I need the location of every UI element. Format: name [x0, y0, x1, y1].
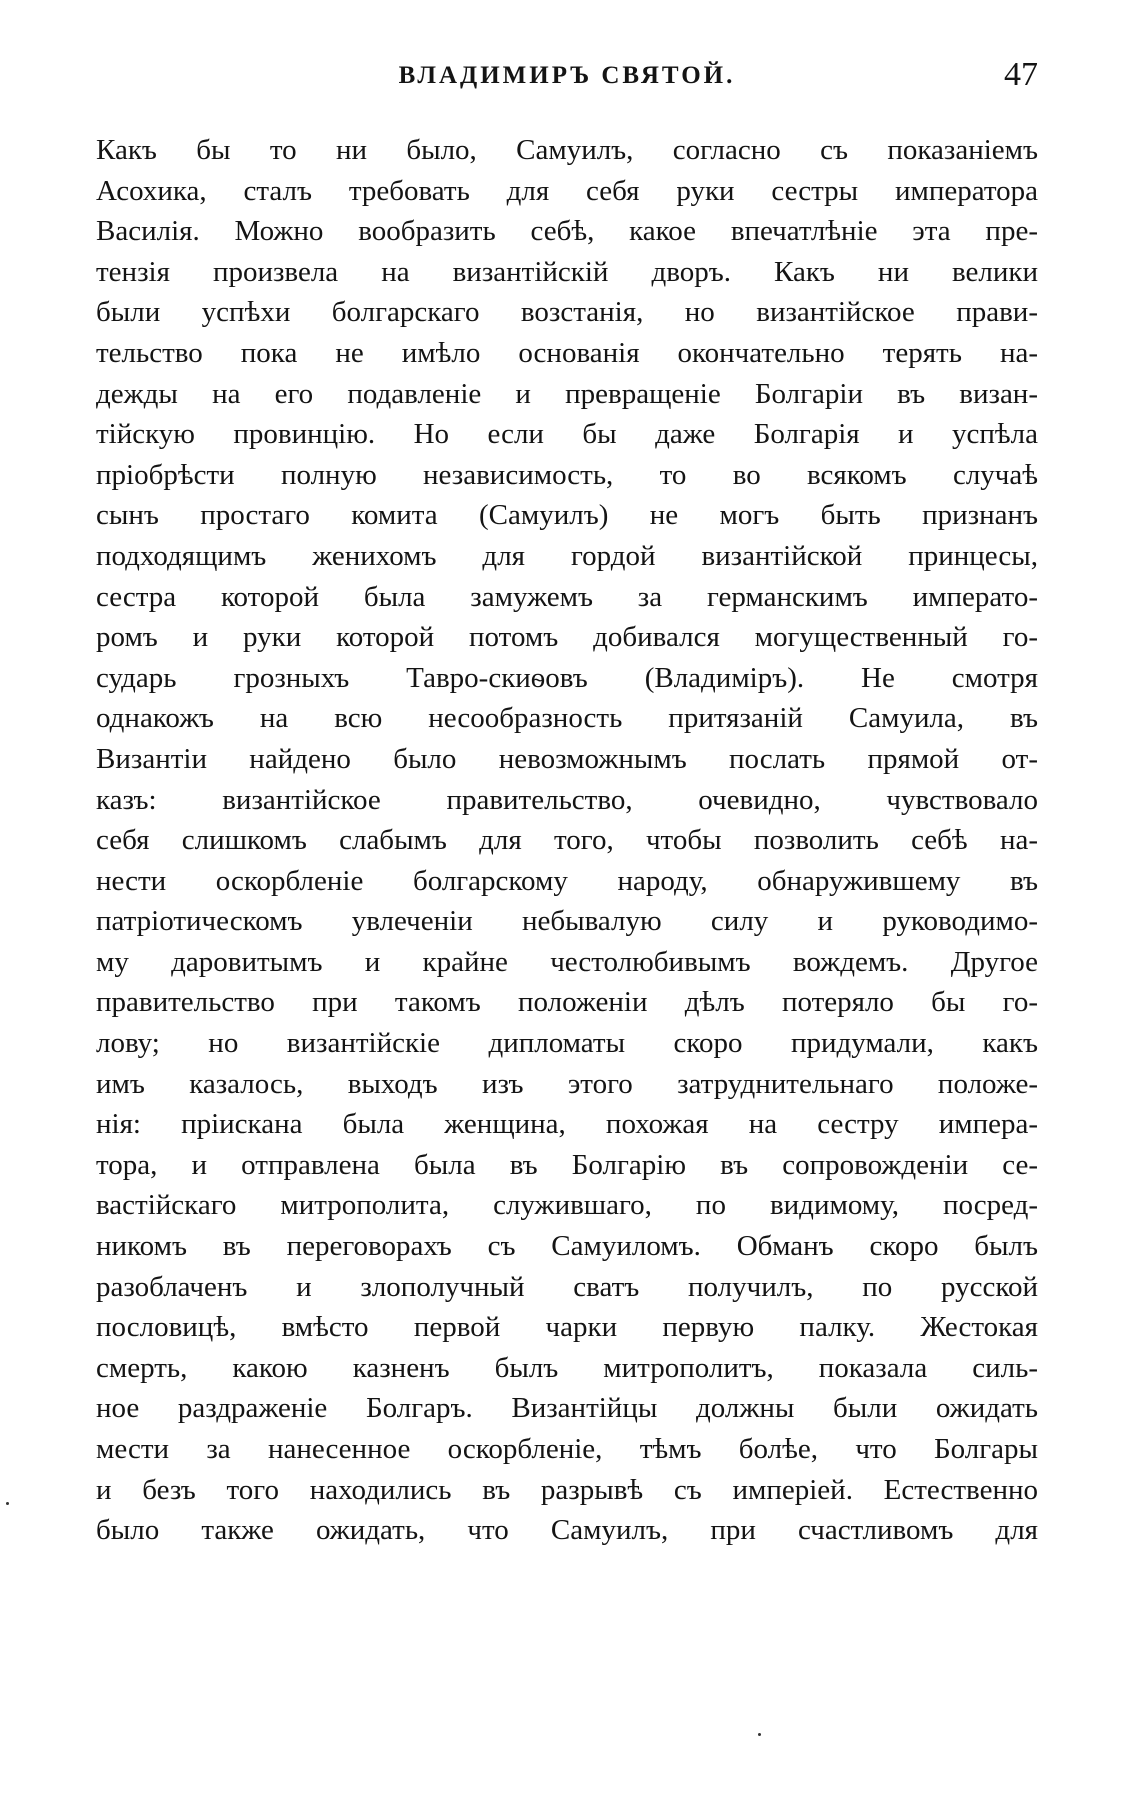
text-line: сынъ простаго комита (Самуилъ) не могъ быть признанъ [96, 499, 1038, 532]
scan-speck [6, 1502, 9, 1505]
text-line: ромъ и руки которой потомъ добивался могущественный го- [96, 621, 1038, 654]
text-line: однакожъ на всю несообразность притязаній Самуила, въ [96, 702, 1038, 735]
text-line: пословицѣ, вмѣсто первой чарки первую палку. Жестокая [96, 1311, 1038, 1344]
text-line: разоблаченъ и злополучный сватъ получилъ, по русской [96, 1270, 1038, 1303]
text-line: тійскую провинцію. Но если бы даже Болгарія и успѣла [96, 418, 1038, 451]
text-line: имъ казалось, выходъ изъ этого затруднительнаго положе- [96, 1067, 1038, 1100]
text-line: лову; но византійскіе дипломаты скоро придумали, какъ [96, 1027, 1038, 1060]
running-title: ВЛАДИМИРЪ СВЯТОЙ. [398, 62, 736, 89]
text-line: были успѣхи болгарскаго возстанія, но византійское прави- [96, 296, 1038, 329]
text-line: тензія произвела на византійскій дворъ. Какъ ни велики [96, 255, 1038, 288]
text-line: казъ: византійское правительство, очевидно, чувствовало [96, 783, 1038, 816]
scan-speck [758, 1733, 761, 1736]
text-line: нія: пріискана была женщина, похожая на сестру импера- [96, 1108, 1038, 1141]
text-line: и безъ того находились въ разрывѣ съ имперіей. Естественно [96, 1473, 1038, 1506]
text-line: себя слишкомъ слабымъ для того, чтобы позволить себѣ на- [96, 824, 1038, 857]
text-line: Василія. Можно вообразить себѣ, какое впечатлѣніе эта пре- [96, 215, 1038, 248]
text-line: сестра которой была замужемъ за германскимъ императо- [96, 580, 1038, 613]
text-line: подходящимъ женихомъ для гордой византійской принцесы, [96, 539, 1038, 572]
text-line: Какъ бы то ни было, Самуилъ, согласно съ показаніемъ [96, 134, 1038, 166]
text-line: тельство пока не имѣло основанія окончательно терять на- [96, 336, 1038, 369]
text-line: никомъ въ переговорахъ съ Самуиломъ. Обманъ скоро былъ [96, 1230, 1038, 1263]
text-line: мести за нанесенное оскорбленіе, тѣмъ болѣе, что Болгары [96, 1433, 1038, 1465]
text-line: нести оскорбленіе болгарскому народу, обнаружившему въ [96, 864, 1038, 897]
text-line: патріотическомъ увлеченіи небывалую силу и руководимо- [96, 905, 1038, 938]
text-line: тора, и отправлена была въ Болгарію въ сопровожденіи се- [96, 1148, 1038, 1181]
page-number: 47 [1004, 56, 1038, 93]
text-line: дежды на его подавленіе и превращеніе Болгаріи въ визан- [96, 377, 1038, 410]
running-head [96, 56, 1038, 102]
text-line: Асохика, сталъ требовать для себя руки сестры императора [96, 174, 1038, 207]
body-text [96, 130, 1038, 1551]
text-line: правительство при такомъ положеніи дѣлъ потеряло бы го- [96, 986, 1038, 1019]
text-line: Византіи найдено было невозможнымъ послать прямой от- [96, 742, 1038, 775]
text-line: му даровитымъ и крайне честолюбивымъ вождемъ. Другое [96, 945, 1038, 978]
text-line: ное раздраженіе Болгаръ. Византійцы должны были ожидать [96, 1392, 1038, 1425]
text-line: пріобрѣсти полную независимость, то во всякомъ случаѣ [96, 458, 1038, 491]
text-line: сударь грозныхъ Тавро-скиѳовъ (Владиміръ). Не смотря [96, 661, 1038, 694]
text-line: было также ожидать, что Самуилъ, при счастливомъ для [96, 1514, 1038, 1547]
text-line: вастійскаго митрополита, служившаго, по видимому, посред- [96, 1189, 1038, 1222]
text-line: смерть, какою казненъ былъ митрополитъ, показала силь- [96, 1351, 1038, 1384]
